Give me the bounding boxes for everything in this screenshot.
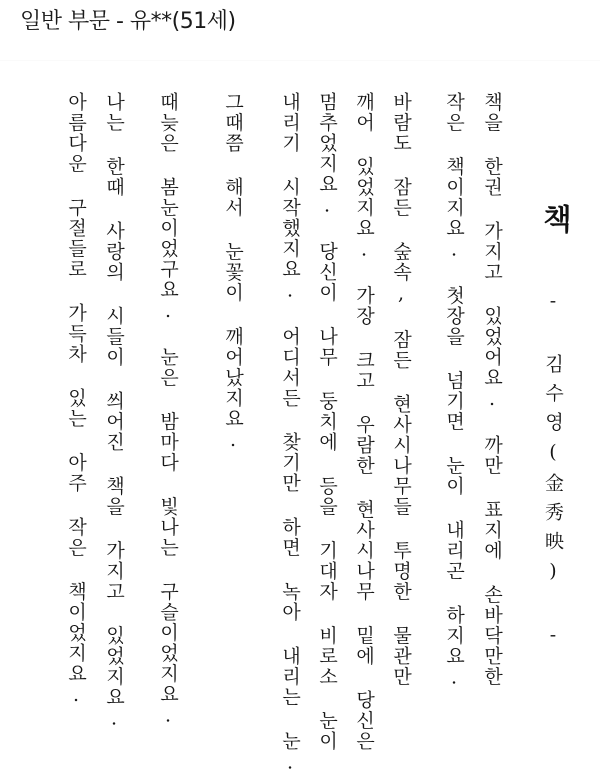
poem-line-2: 작은 책이지요. 첫장을 넘기면 눈이 내리곤 하지요. [443,92,465,690]
poem-line-10: 아름다운 구절들로 가득차 있는 아주 작은 책이었지요. [65,92,87,708]
poem-line-3: 바람도 잠든 숲속, 잠든 현사시나무들 투명한 물관만 [390,92,412,687]
poem-line-9: 나는 한때 사랑의 시들이 씌어진 책을 가지고 있었지요. [103,92,125,731]
poem-author: - 김수영(金秀映) - [542,290,564,656]
poem-line-7: 그때쯤 해서 눈꽃이 깨어났지요. [222,92,244,453]
poem-title: 책 [539,204,573,233]
poem-line-5: 멈추었지요. 당신이 나무 둥치에 등을 기대자 비로소 눈이 [316,92,338,752]
poem-line-8: 때늦은 봄눈이었구요. 눈은 밤마다 빛나는 구슬이었지요. [157,92,179,728]
poem-line-1: 책을 한권 가지고 있었어요. 까만 표지에 손바닥만한 [481,92,503,687]
poem-line-4: 깨어 있었지요. 가장 크고 우람한 현사시나무 밑에 당신은 [353,92,375,752]
poem-line-6: 내리기 시작했지요. 어디서든 찾기만 하면 녹아 내리는 눈. [279,92,301,775]
entry-header: 일반 부문 - 유**(51세) [20,9,236,34]
poem-manuscript [40,92,580,775]
page-edge-divider [0,60,600,61]
